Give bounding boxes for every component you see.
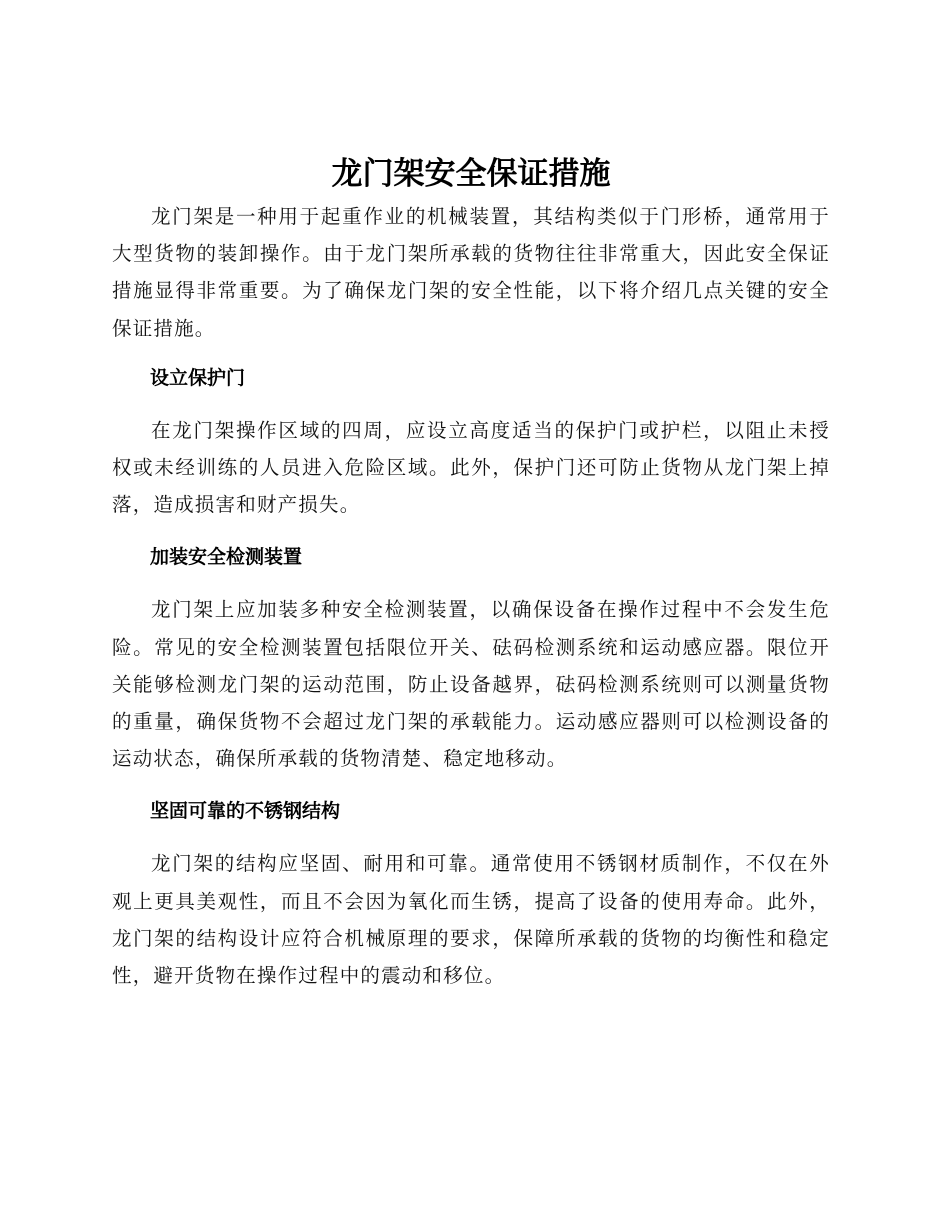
- section-heading-safety-detection: 加装安全检测装置: [150, 546, 303, 569]
- section-body-safety-detection: 龙门架上应加装多种安全检测装置，以确保设备在操作过程中不会发生危险。常见的安全检测装置包括限位开关、砝码检测系统和运动感应器。限位开关能够检测龙门架的运动范围，防止设备越界，砝码检测系统则可以测量货物的重量，确保货物不会超过龙门架的承载能力。运动感应器则可以检测设备的运动状态，确保所承载的货物清楚、稳定地移动。: [112, 598, 830, 771]
- section-heading-steel-structure: 坚固可靠的不锈钢结构: [150, 800, 341, 823]
- intro-paragraph: 龙门架是一种用于起重作业的机械装置，其结构类似于门形桥，通常用于大型货物的装卸操作。由于龙门架所承载的货物往往非常重大，因此安全保证措施显得非常重要。为了确保龙门架的安全性能，以下将介绍几点关键的安全保证措施。: [112, 205, 830, 340]
- spacer: [112, 397, 830, 412]
- spacer: [112, 523, 830, 539]
- spacer: [112, 777, 830, 793]
- spacer: [112, 576, 830, 591]
- document-title: 龙门架安全保证措施: [331, 156, 611, 192]
- spacer: [112, 347, 830, 360]
- section-body-steel-structure: 龙门架的结构应坚固、耐用和可靠。通常使用不锈钢材质制作，不仅在外观上更具美观性，而且不会因为氧化而生锈，提高了设备的使用寿命。此外，龙门架的结构设计应符合机械原理的要求，保障所承载的货物的均衡性和稳定性，避开货物在操作过程中的震动和移位。: [112, 852, 830, 988]
- spacer: [112, 830, 830, 845]
- document-page: [112, 150, 830, 994]
- section-heading-protective-gate: 设立保护门: [150, 366, 246, 389]
- section-body-protective-gate: 在龙门架操作区域的四周，应设立高度适当的保护门或护栏，以阻止未授权或未经训练的人员进入危险区域。此外，保护门还可防止货物从龙门架上掉落，造成损害和财产损失。: [112, 418, 830, 517]
